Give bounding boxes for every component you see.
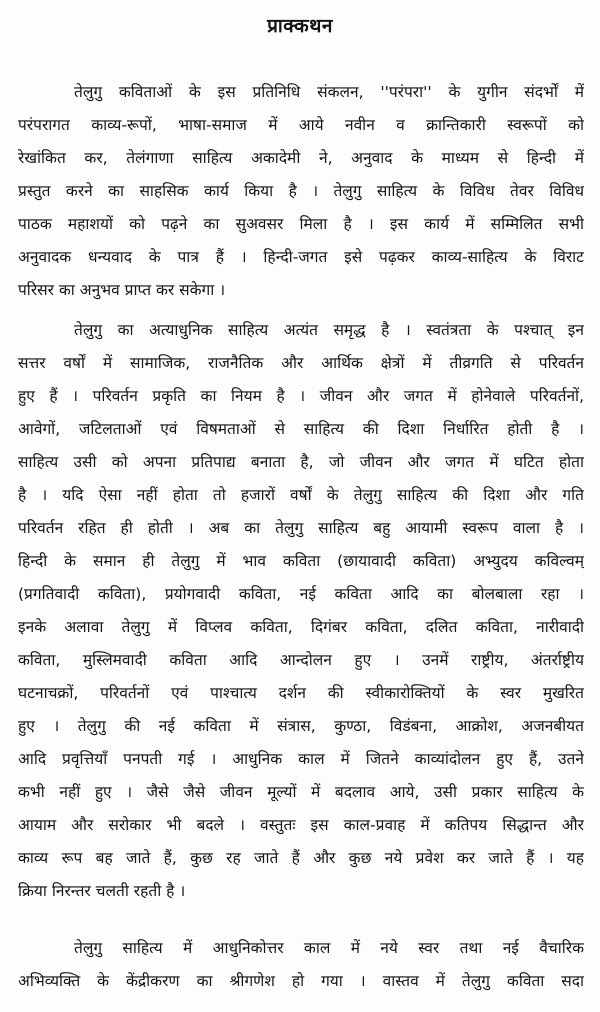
- paragraph-line: क्रिया निरन्तर चलती रहती है ।: [18, 882, 186, 900]
- paragraph-line: अभिव्यक्ति के केंद्रीकरण का श्रीगणेश हो गया । वास्तव में तेलुगु कविता सदा: [18, 972, 584, 990]
- paragraph-line: हिन्दी के समान ही तेलुगु में भाव कविता (छायावादी कविता) अभ्युदय कविल्वम्: [18, 552, 584, 570]
- page-title: प्राक्कथन: [267, 15, 333, 37]
- paragraph-line: सत्तर वर्षों में सामाजिक, राजनैतिक और आर्थिक क्षेत्रों में तीव्रगति से परिवर्तन: [18, 354, 584, 372]
- paragraph-line: घटनाचक्रों, परिवर्तनों एवं पाश्चात्य दर्शन की स्वीकारोक्तियों के स्वर मुखरित: [18, 684, 584, 702]
- paragraph-line: परिवर्तन रहित ही होती । अब का तेलुगु साहित्य बहु आयामी स्वरूप वाला है ।: [18, 519, 584, 537]
- paragraph-line: आवेगों, जटिलताओं एवं विषमताओं से साहित्य की दिशा निर्धारित होती है ।: [18, 420, 584, 438]
- paragraph-line: पाठक महाशयों को पढ़ने का सुअवसर मिला है । इस कार्य में सम्मिलित सभी: [18, 215, 584, 233]
- paragraph-line: तेलुगु का अत्याधुनिक साहित्य अत्यंत समृद्ध है । स्वतंत्रता के पश्चात् इन: [74, 321, 584, 339]
- paragraph-line: है । यदि ऐसा नहीं होता तो हजारों वर्षों के तेलुगु साहित्य की दिशा और गति: [18, 486, 584, 504]
- paragraph-line: साहित्य उसी को अपना प्रतिपाद्य बनाता है, जो जीवन और जगत में घटित होता: [18, 453, 584, 471]
- paragraph-line: हुए । तेलुगु की नई कविता में संत्रास, कुण्ठा, विडंबना, आक्रोश, अजनबीयत: [18, 717, 584, 735]
- paragraph-line: प्रस्तुत करने का साहसिक कार्य किया है । तेलुगु साहित्य के विविध तेवर विविध: [18, 182, 584, 200]
- paragraph-line: तेलुगु कविताओं के इस प्रतिनिधि संकलन, ''परंपरा'' के युगीन संदर्भों में: [74, 83, 584, 101]
- paragraph-line: अनुवादक धन्यवाद के पात्र हैं । हिन्दी-जगत इसे पढ़कर काव्य-साहित्य के विराट: [18, 248, 584, 266]
- paragraph-line: तेलुगु साहित्य में आधुनिकोत्तर काल में नये स्वर तथा नई वैचारिक: [74, 939, 584, 957]
- paragraph-line: आयाम और सरोकार भी बदले । वस्तुतः इस काल-प्रवाह में कतिपय सिद्धान्त और: [18, 816, 584, 834]
- paragraph-line: हुए हैं । परिवर्तन प्रकृति का नियम है । जीवन और जगत में होनेवाले परिवर्तनों,: [18, 387, 584, 405]
- paragraph-line: आदि प्रवृत्तियाँ पनपती गई । आधुनिक काल में जितने काव्यांदोलन हुए हैं, उतने: [18, 750, 584, 768]
- paragraph-line: इनके अलावा तेलुगु में विप्लव कविता, दिगंबर कविता, दलित कविता, नारीवादी: [18, 618, 584, 636]
- paragraph-line: परंपरागत काव्य-रूपों, भाषा-समाज में आये नवीन व क्रान्तिकारी स्वरूपों को: [18, 116, 584, 134]
- paragraph-line: (प्रगतिवादी कविता), प्रयोगवादी कविता, नई कविता आदि का बोलबाला रहा ।: [18, 585, 584, 603]
- paragraph-line: परिसर का अनुभव प्राप्त कर सकेगा ।: [18, 281, 226, 299]
- paragraph-line: रेखांकित कर, तेलंगाणा साहित्य अकादेमी ने, अनुवाद के माध्यम से हिन्दी में: [18, 149, 584, 167]
- paragraph-line: कविता, मुस्लिमवादी कविता आदि आन्दोलन हुए । उनमें राष्ट्रीय, अंतर्राष्ट्रीय: [18, 651, 584, 669]
- paragraph-line: कभी नहीं हुए । जैसे जैसे जीवन मूल्यों में बदलाव आये, उसी प्रकार साहित्य के: [18, 783, 584, 801]
- paragraph-line: काव्य रूप बह जाते हैं, कुछ रह जाते हैं और कुछ नये प्रवेश कर जाते हैं । यह: [18, 849, 584, 867]
